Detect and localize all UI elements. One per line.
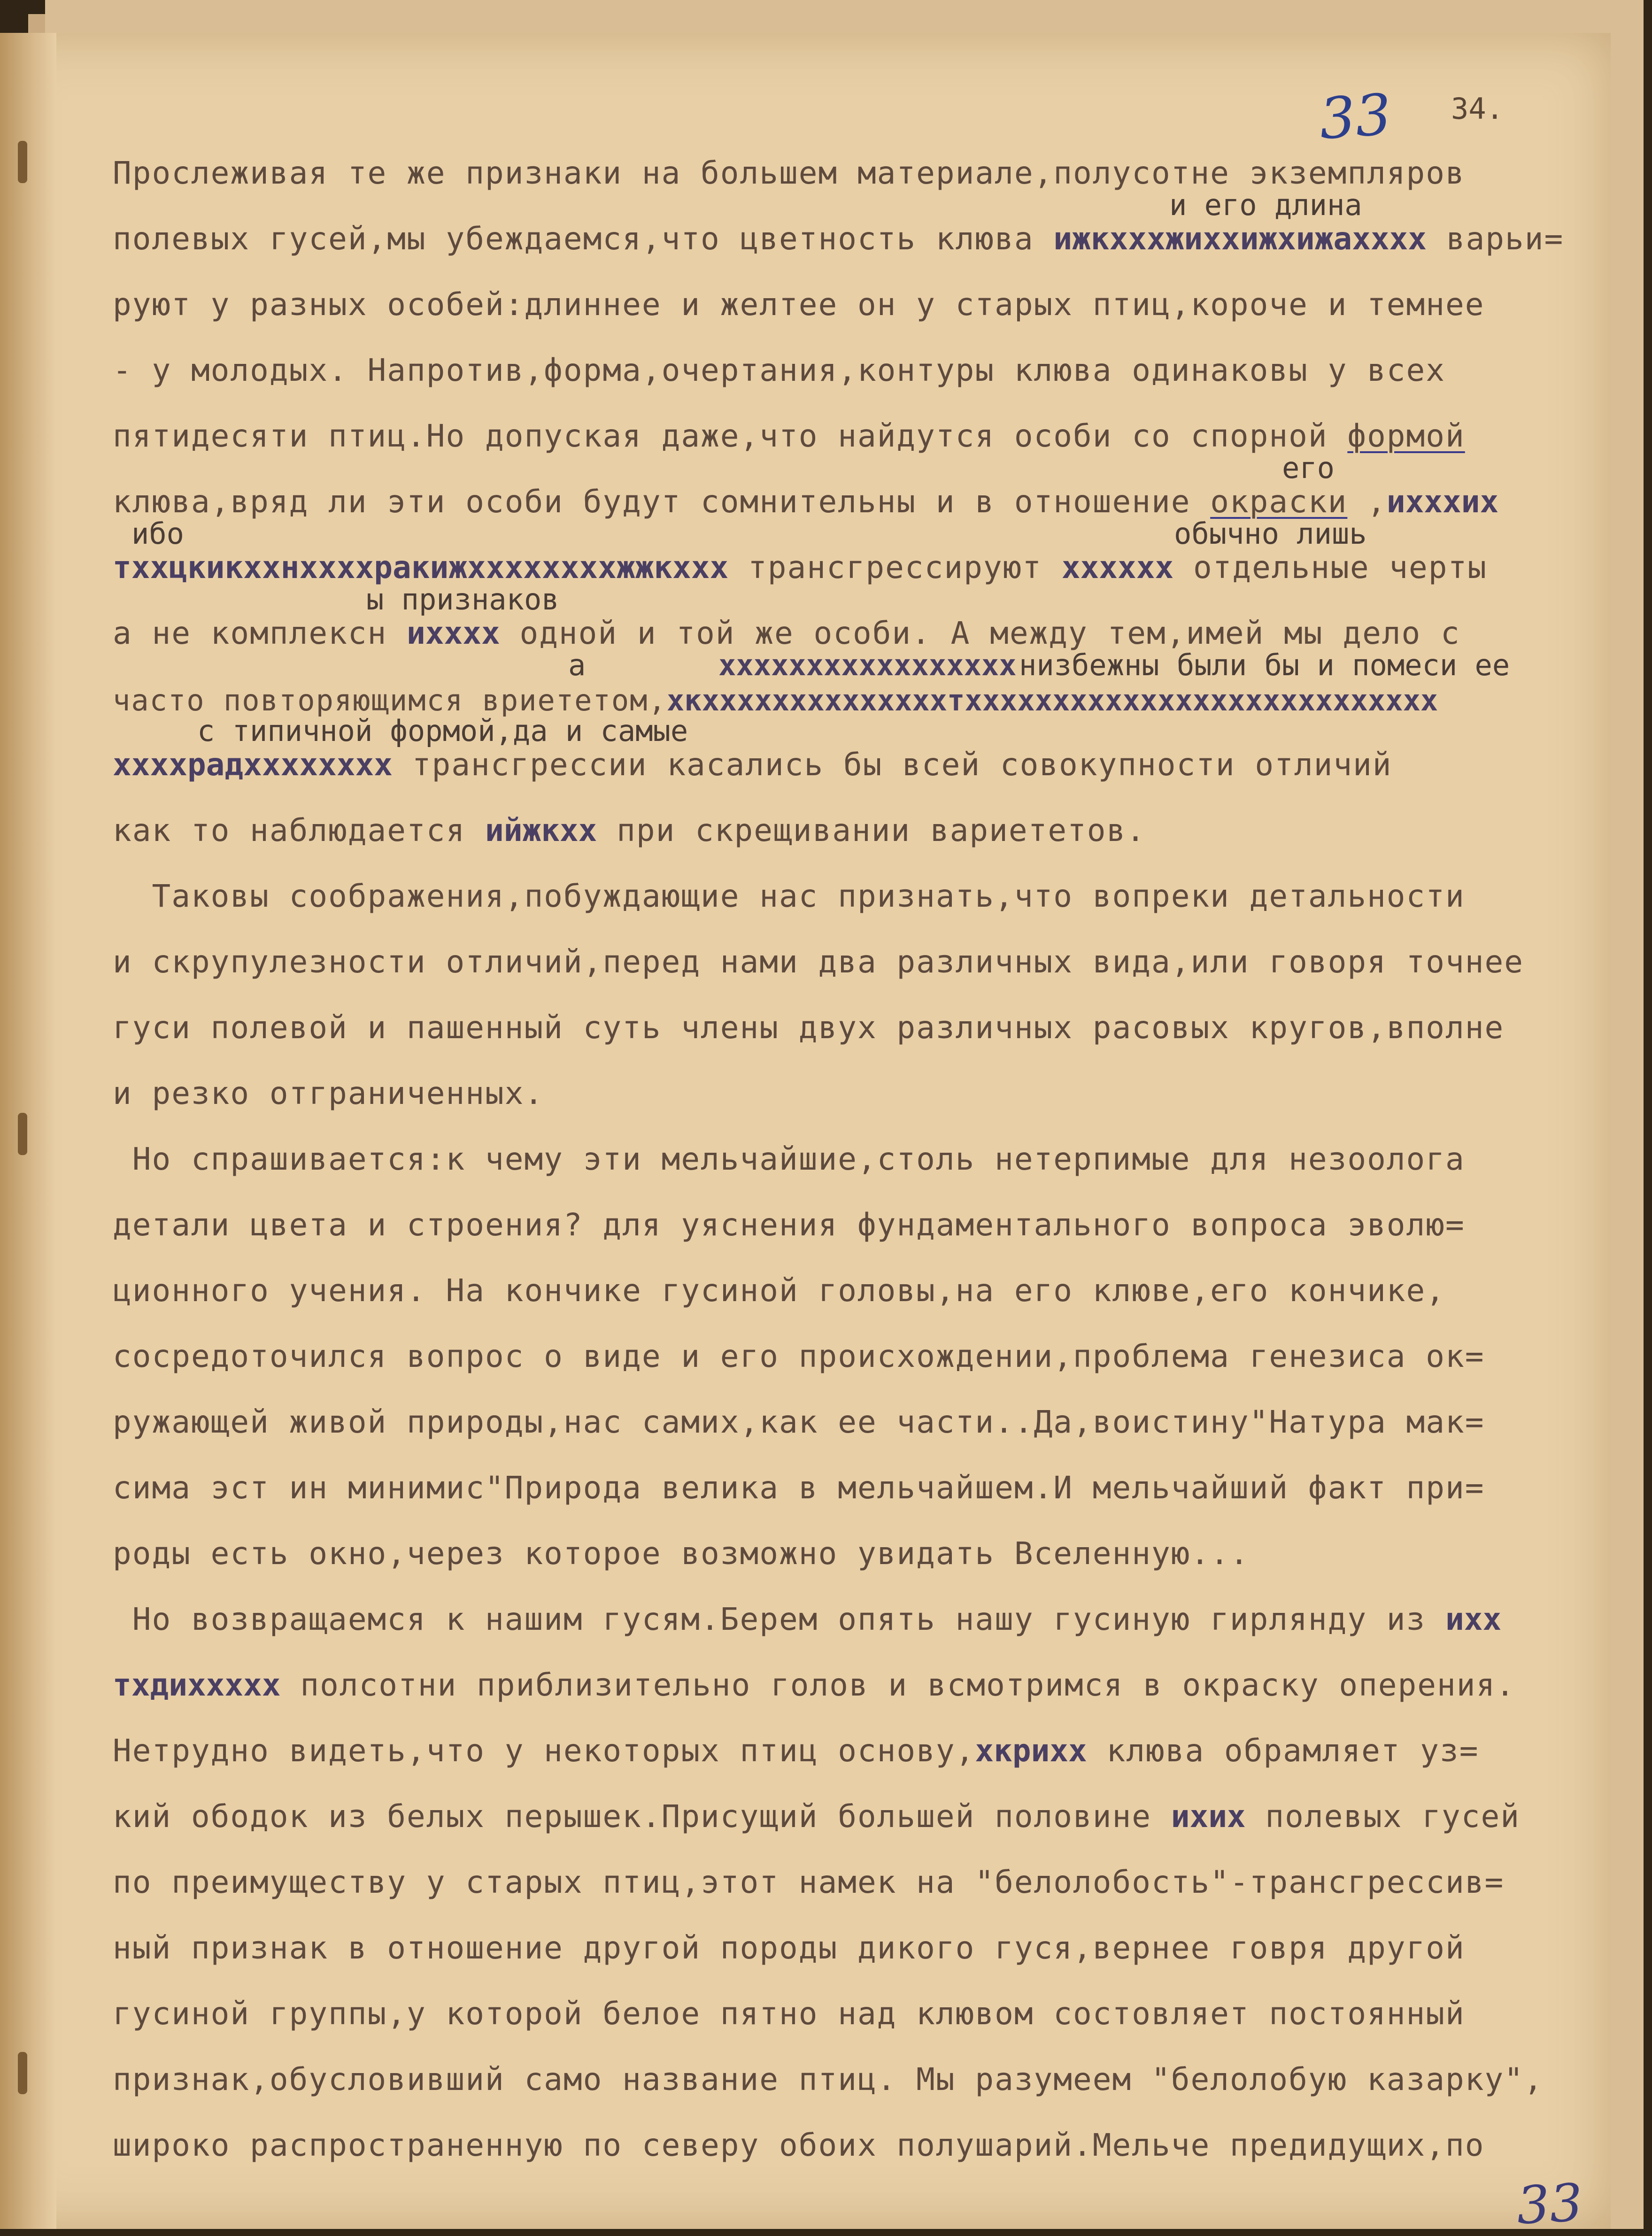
text-line: часто повторяющимся вриететом,хкххххххххххххххтххххххххххххххххххххххххххх (113, 683, 1438, 717)
crossed-out-text: ихих (1171, 1798, 1246, 1835)
handwritten-page-number-bottom: 33 (1515, 2172, 1584, 2236)
text-line: детали цвета и строения? для уяснения фундаментального вопроса эволю= (113, 1207, 1465, 1243)
crossed-out-text: ийжкхх (485, 812, 597, 848)
text-line: широко распространенную по северу обоих полушарий.Мельче предидущих,по (113, 2127, 1485, 2163)
underlined-word: формой (1347, 418, 1465, 454)
text-line: полевых гусей,мы убеждаемся,что цветность клюва ижкхххжиххижхижахххх варьи= (113, 221, 1564, 257)
binding-hole (18, 1113, 27, 1155)
text-line: тххцкикххнххххракижххххххххжжкххх трансгрессируют хххххх отдельные черты (113, 549, 1487, 586)
text-line: по преимуществу у старых птиц,этот намек на "белолобость"-трансгрессив= (113, 1864, 1505, 1900)
crossed-out-text: ихх (1445, 1601, 1502, 1637)
insertion: с типичной формой,да и самые (197, 714, 688, 748)
crossed-out-text: ихххих (1386, 484, 1499, 520)
insertion: а (568, 648, 586, 682)
text-line: кий ободок из белых перышек.Присущий большей половине ихих полевых гусей (113, 1798, 1520, 1835)
text-line: Но возвращаемся к нашим гусям.Берем опять нашу гусиную гирлянду из ихх (113, 1601, 1502, 1637)
crossed-out-text: хххххх (1061, 549, 1174, 586)
text-line: Таковы соображения,побуждающие нас признать,что вопреки детальности (113, 878, 1465, 914)
insertion: ы признаков (366, 582, 559, 617)
text-line: роды есть окно,через которое возможно увидать Вселенную... (113, 1535, 1250, 1572)
crossed-out-text: тххцкикххнххххракижххххххххжжкххх (113, 549, 729, 586)
insertion: ибо (131, 517, 184, 551)
text-line: ружающей живой природы,нас самих,как ее части..Да,воистину"Натура мак= (113, 1404, 1485, 1440)
text-line: Но спрашивается:к чему эти мельчайшие,столь нетерпимые для незоолога (113, 1141, 1465, 1177)
crossed-out-text: тхдиххххх (113, 1667, 281, 1703)
text-line: признак,обусловивший само название птиц. Мы разумеем "белолобую казарку", (113, 2061, 1544, 2097)
binding-hole (18, 141, 27, 183)
crossed-out-text: хкххххххххххххххтххххххххххххххххххххххххххх (666, 683, 1438, 717)
crossed-out-text: ижкхххжиххижхижахххх (1053, 221, 1427, 257)
text-line: сосредоточился вопрос о виде и его происхождении,проблема генезиса ок= (113, 1338, 1485, 1374)
text-line: гусиной группы,у которой белое пятно над клювом состовляет постоянный (113, 1996, 1465, 2032)
text-line: ххххрадхххххххх трансгрессии касались бы всей совокупности отличий (113, 747, 1392, 783)
underlined-word: окраски (1210, 484, 1348, 520)
text-line: пятидесяти птиц.Но допуская даже,что найдутся особи со спорной формой (113, 418, 1465, 454)
crossed-out-text: ххххрадхххххххх (113, 747, 393, 783)
insertion: низбежны были бы и помеси ее (1019, 648, 1510, 682)
text-line: - у молодых. Напротив,форма,очертания,контуры клюва одинаковы у всех (113, 352, 1446, 388)
typed-page-number: 34. (1451, 92, 1504, 126)
text-line: и резко отграниченных. (113, 1075, 544, 1111)
binding-hole (18, 2052, 27, 2094)
document-page (0, 33, 1611, 2236)
text-line: ционного учения. На кончике гусиной головы,на его клюве,его кончике, (113, 1272, 1446, 1309)
text-line: Прослеживая те же признаки на большем материале,полусотне экземпляров (113, 155, 1465, 191)
text-line: как то наблюдается ийжкхх при скрещивании вариететов. (113, 812, 1146, 848)
insertion: обычно лишь (1174, 517, 1367, 551)
text-line: тхдиххххх полсотни приблизительно голов и всмотримся в окраску оперения. (113, 1667, 1515, 1703)
text-line: Нетрудно видеть,что у некоторых птиц основу,хкрихх клюва обрамляет уз= (113, 1733, 1479, 1769)
text-line: и скрупулезности отличий,перед нами два различных вида,или говоря точнее (113, 944, 1524, 980)
text-line: руют у разных особей:длиннее и желтее он у старых птиц,короче и темнее (113, 286, 1485, 323)
crossed-out-text: ихххх (407, 615, 500, 651)
text-line: сима эст ин минимис"Природа велика в мельчайшем.И мельчайший факт при= (113, 1470, 1485, 1506)
insertion: его (1282, 451, 1335, 485)
handwritten-page-number: 33 (1317, 82, 1394, 153)
crossed-out-insertion: ххххххххххххххххх (718, 648, 1017, 682)
text-line: гуси полевой и пашенный суть члены двух различных расовых кругов,вполне (113, 1010, 1505, 1046)
crossed-out-text: хкрихх (975, 1733, 1087, 1769)
text-line: а не комплексн ихххх одной и той же особи. А между тем,имей мы дело с (113, 615, 1460, 651)
insertion: и его длина (1169, 188, 1362, 222)
page-binding (0, 33, 56, 2229)
text-line: клюва,вряд ли эти особи будут сомнительны и в отношение окраски ,ихххих (113, 484, 1499, 520)
text-line: ный признак в отношение другой породы дикого гуся,вернее говря другой (113, 1930, 1465, 1966)
